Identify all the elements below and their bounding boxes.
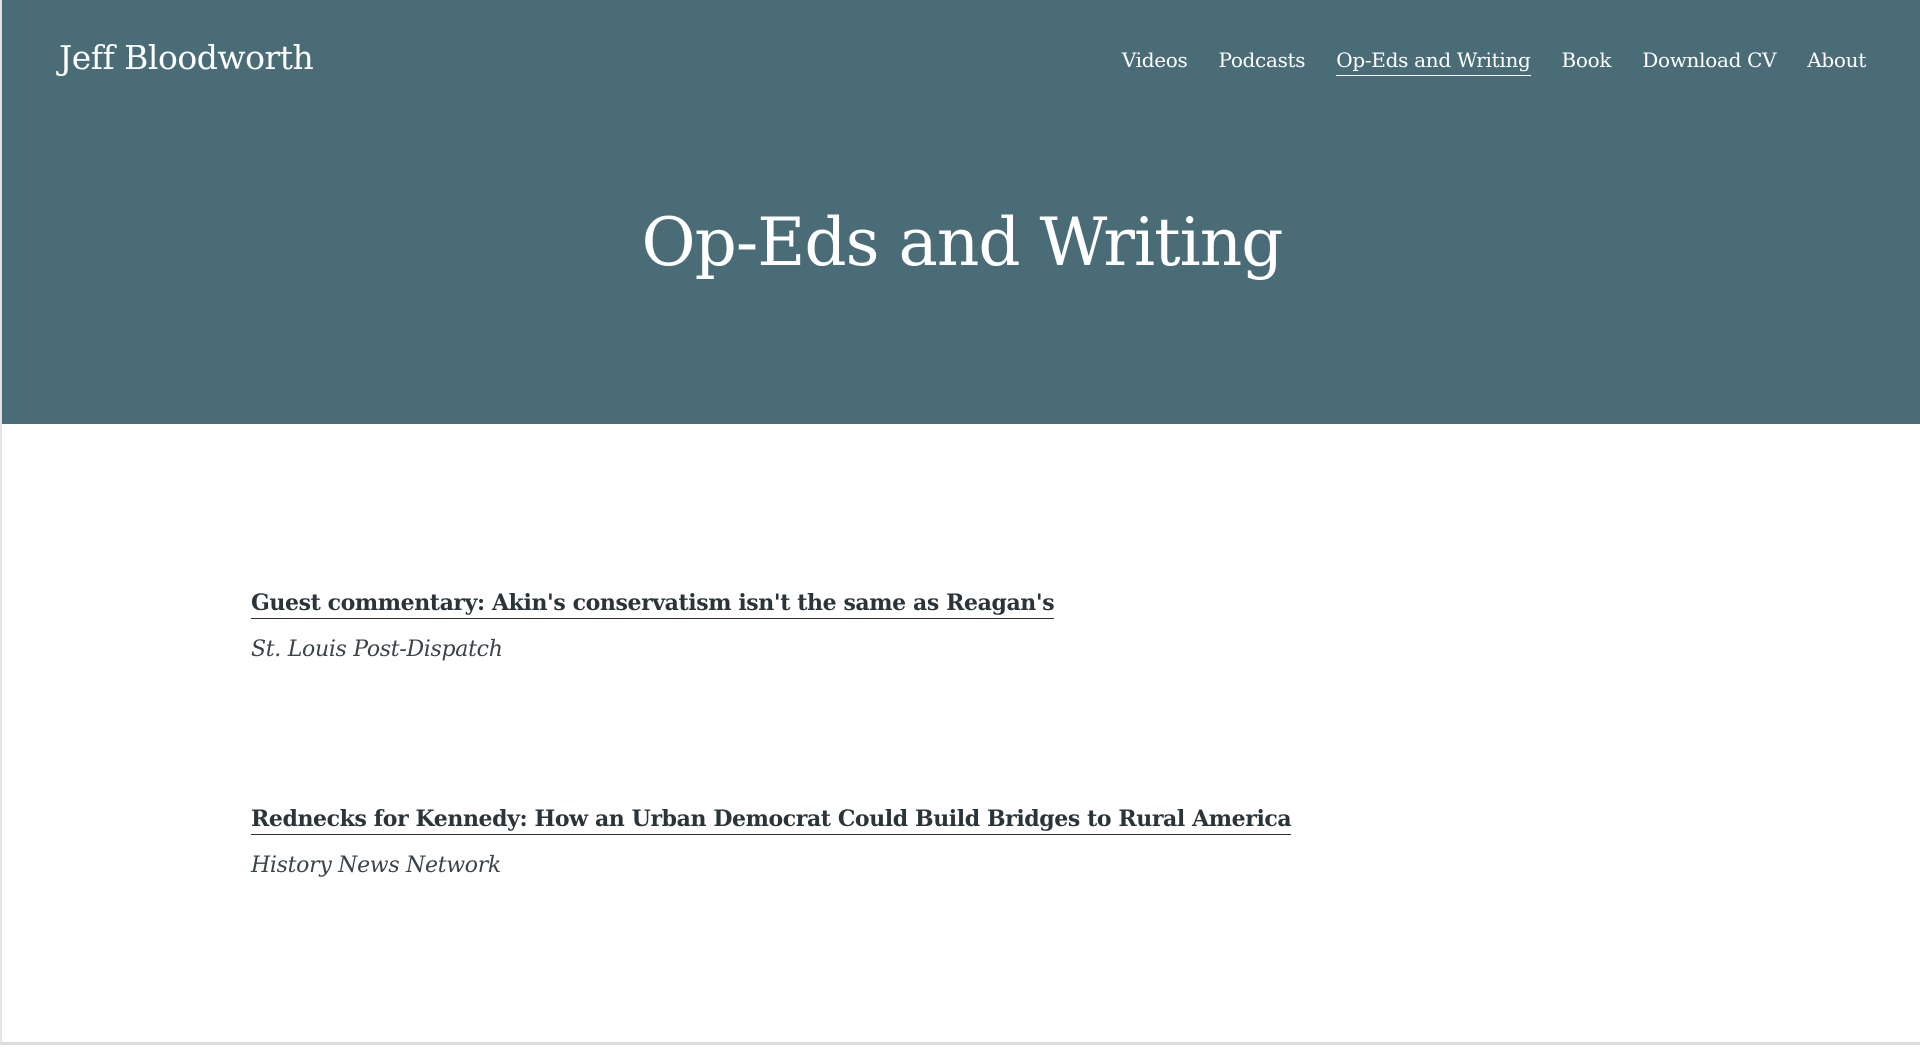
article-source: St. Louis Post-Dispatch bbox=[251, 637, 503, 662]
nav-item-about[interactable]: About bbox=[1807, 48, 1866, 72]
nav-item-book[interactable]: Book bbox=[1561, 48, 1612, 72]
nav-item-op-eds-and-writing[interactable]: Op-Eds and Writing bbox=[1336, 48, 1530, 76]
article-item bbox=[251, 590, 1671, 662]
page-title: Op-Eds and Writing bbox=[641, 204, 1283, 281]
main-nav bbox=[1122, 48, 1866, 76]
article-title-link[interactable]: Guest commentary: Akin's conservatism isn't the same as Reagan's bbox=[251, 590, 1054, 619]
site-header bbox=[2, 0, 1920, 424]
site-title-link[interactable]: Jeff Bloodworth bbox=[59, 38, 314, 77]
nav-item-videos[interactable]: Videos bbox=[1121, 48, 1188, 72]
article-source: History News Network bbox=[251, 853, 501, 878]
article-item bbox=[251, 806, 1671, 878]
article-title-link[interactable]: Rednecks for Kennedy: How an Urban Democrat Could Build Bridges to Rural America bbox=[251, 806, 1291, 835]
articles-list bbox=[251, 590, 1671, 1022]
nav-item-download-cv[interactable]: Download CV bbox=[1642, 48, 1777, 72]
nav-item-podcasts[interactable]: Podcasts bbox=[1218, 48, 1306, 72]
